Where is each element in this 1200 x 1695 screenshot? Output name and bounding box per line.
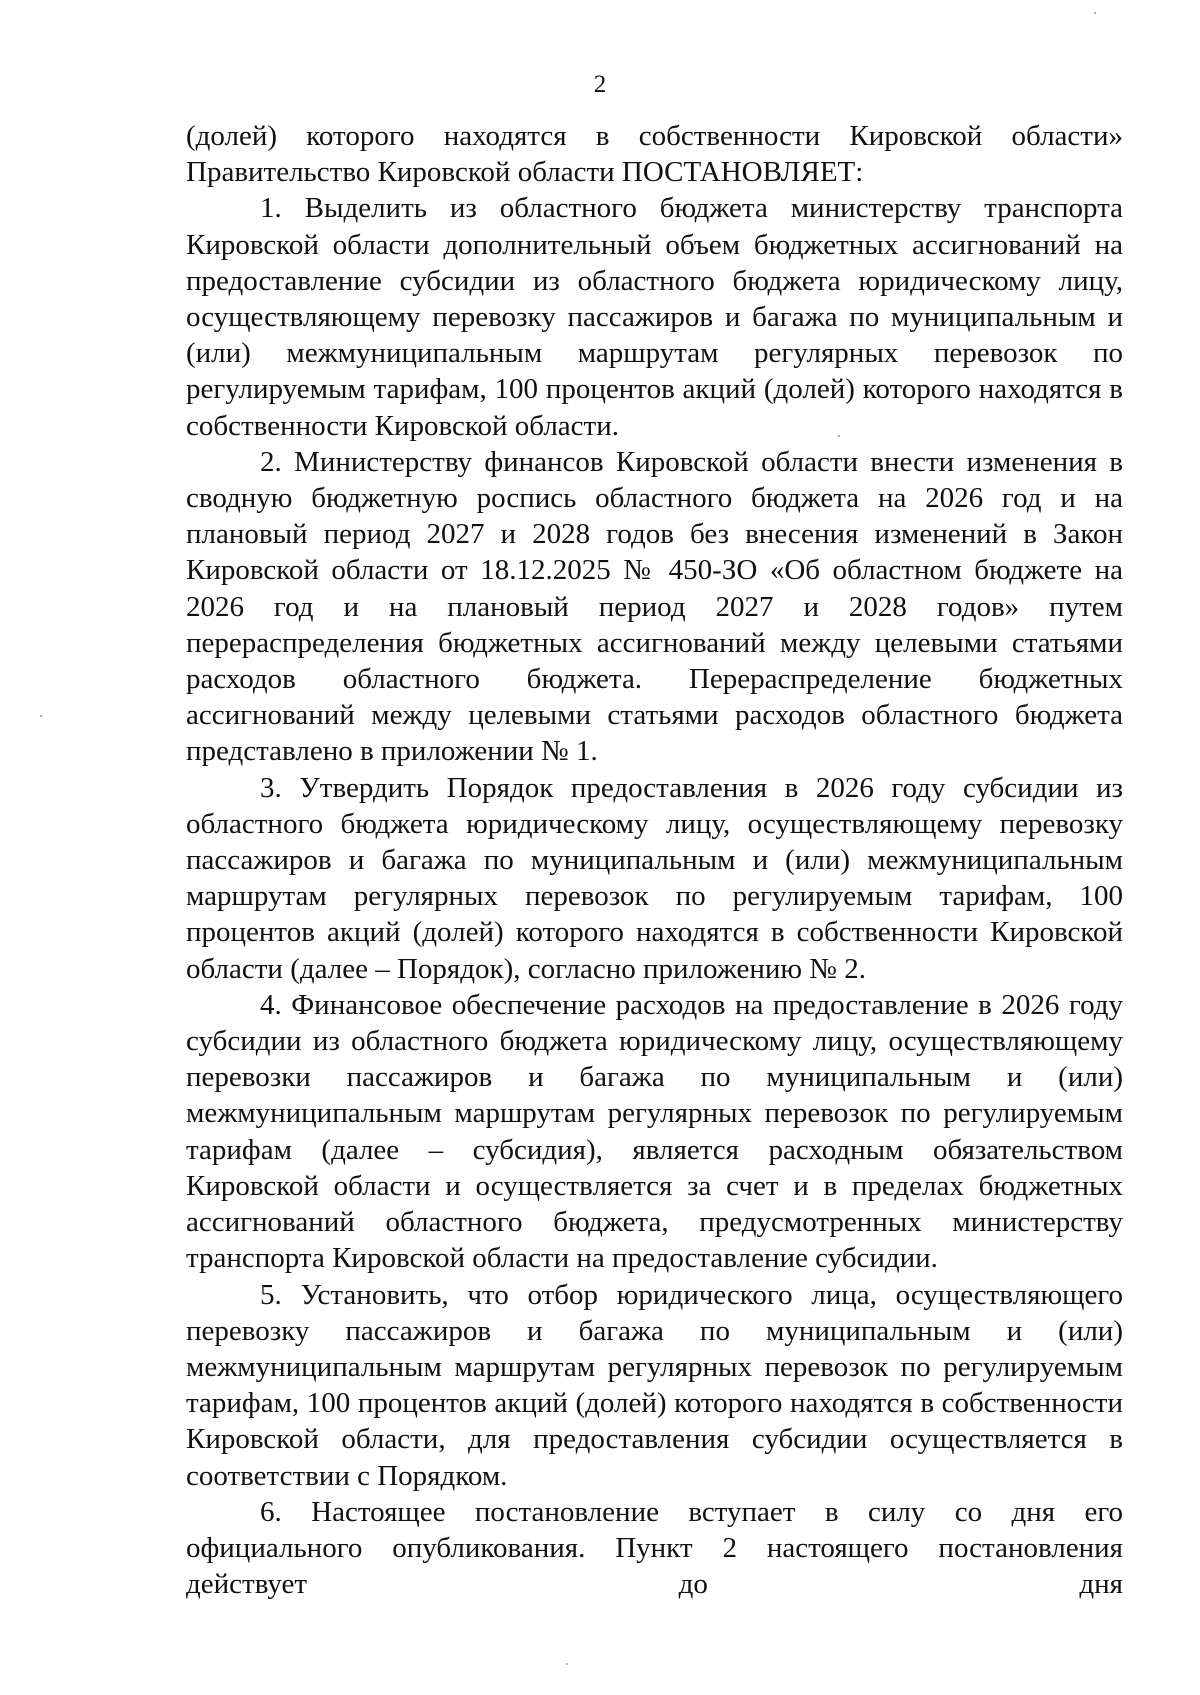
paragraph-item-6: 6. Настоящее постановление вступает в силу со дня его официального опубликования. Пункт 2 настоящего постановления действует до дня [186,1495,1123,1601]
scan-speck [1094,12,1096,14]
scan-speck [838,435,840,437]
preamble-end-line-2: Правительство Кировской области ПОСТАНОВЛЯЕТ: [186,156,864,189]
paragraph-item-1: 1. Выделить из областного бюджета министерству транспорта Кировской области дополнительный объем бюджетных ассигнований на предоставление субсидии из областного бюджета юридическому лицу, осуществляющему перевозку пассажиров и багажа по муниципальным и (или) межмуниципальным маршрутам регулярных перевозок по регулируемым тарифам, 100 процентов акций (долей) которого находятся в собственности Кировской области. [186,192,1123,442]
paragraph-item-5: 5. Установить, что отбор юридического лица, осуществляющего перевозку пассажиров и багажа по муниципальным и (или) межмуниципальным маршрутам регулярных перевозок по регулируемым тарифам, 100 процентов акций (долей) которого находятся в собственности Кировской области, для предоставления субсидии осуществляется в соответствии с Порядком. [186,1278,1123,1492]
scan-speck [40,715,42,717]
paragraph-item-2: 2. Министерству финансов Кировской области внести изменения в сводную бюджетную роспись областного бюджета на 2026 год и на плановый период 2027 и 2028 годов без внесения изменений в Закон Кировской области от 18.12.2025 № 450-ЗО «Об областном бюджете на 2026 год и на плановый период 2027 и 2028 годов» путем перераспределения бюджетных ассигнований между целевыми статьями расходов областного бюджета. Перераспределение бюджетных ассигнований между целевыми статьями расходов областного бюджета представлено в приложении № 1. [186,445,1123,768]
scan-speck [566,1663,568,1665]
paragraph-item-4: 4. Финансовое обеспечение расходов на предоставление в 2026 году субсидии из областного бюджета юридическому лицу, осуществляющему перевозки пассажиров и багажа по муниципальным и (или) межмуниципальным маршрутам регулярных перевозок по регулируемым тарифам (далее – субсидия), является расходным обязательством Кировской области и осуществляется за счет и в пределах бюджетных ассигнований областного бюджета, предусмотренных министерству транспорта Кировской области на предоставление субсидии. [186,988,1123,1275]
document-body [186,118,1123,1602]
preamble-end-line-1: (долей) которого находятся в собственности Кировской области» [186,120,1123,152]
page-number: 2 [593,71,607,98]
paragraph-item-3: 3. Утвердить Порядок предоставления в 2026 году субсидии из областного бюджета юридическому лицу, осуществляющему перевозку пассажиров и багажа по муниципальным и (или) межмуниципальным маршрутам регулярных перевозок по регулируемым тарифам, 100 процентов акций (долей) которого находятся в собственности Кировской области (далее – Порядок), согласно приложению № 2. [186,771,1123,985]
